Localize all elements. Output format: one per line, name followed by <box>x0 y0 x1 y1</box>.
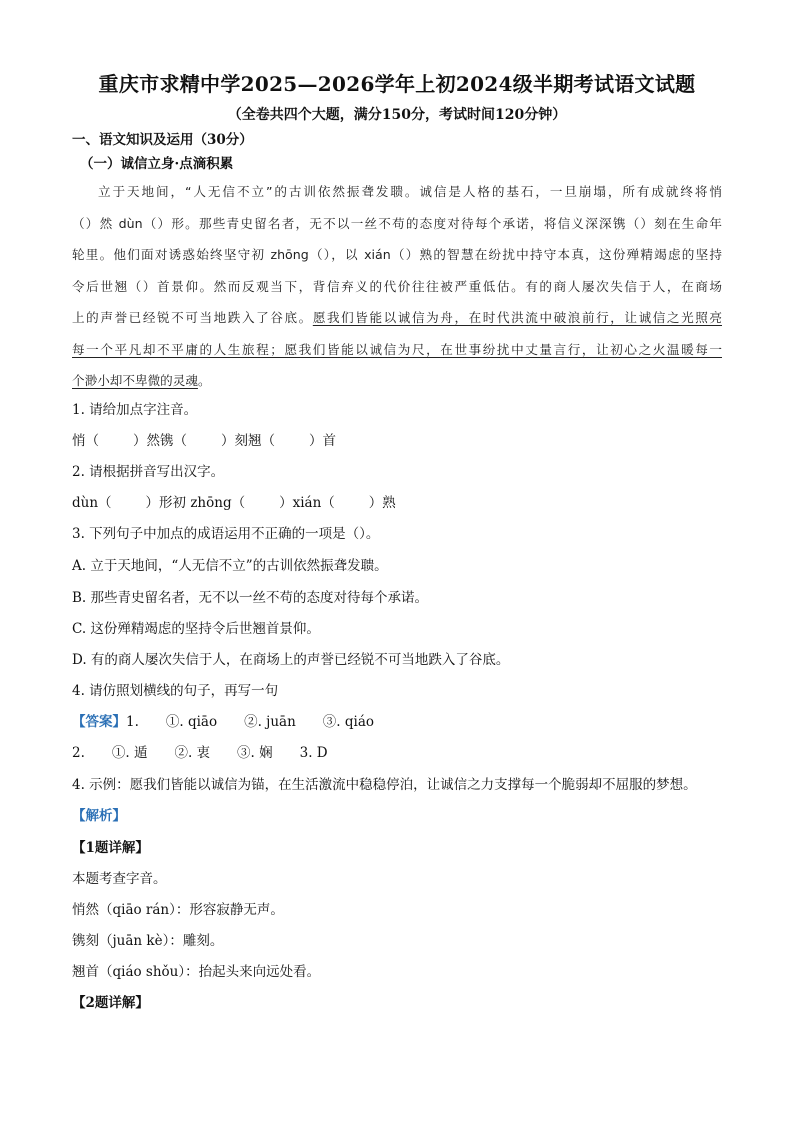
option-d: D. 有的商人屡次失信于人，在商场上的声誉已经锐不可当地跌入了谷底。 <box>72 652 510 668</box>
passage-line: 个渺小却不卑微的灵魂。 <box>72 373 211 388</box>
answer-label: 【答案】 <box>72 714 126 730</box>
page-title: 重庆市求精中学2025—2026学年上初2024级半期考试语文试题 <box>98 72 696 96</box>
passage-line: 立于天地间，“人无信不立”的古训依然振聋发聩。诚信是人格的基石，一旦崩塌，所有成就终将悄 <box>98 184 722 199</box>
question-4: 4. 请仿照划横线的句子，再写一句 <box>72 683 279 699</box>
analysis-label: 【解析】 <box>72 808 126 824</box>
question-1-blanks: 悄（ ）然镌（ ）刻翘（ ）首 <box>72 433 336 449</box>
analysis-text: 悄然（qiāo rán）：形容寂静无声。 <box>72 902 284 918</box>
option-c: C. 这份殚精竭虑的坚持令后世翘首景仰。 <box>72 621 320 637</box>
passage-line: （）然 dùn（）形。那些青史留名者，无不以一丝不苟的态度对待每个承诺，将信义深深镌（）刻在生命年 <box>72 215 722 231</box>
question-1: 1. 请给加点字注音。 <box>72 402 198 418</box>
passage-line: 令后世翘（）首景仰。然而反观当下，背信弃义的代价往往被严重低估。有的商人屡次失信于人，在商场 <box>72 278 722 294</box>
option-a: A. 立于天地间，“人无信不立”的古训依然振聋发聩。 <box>72 558 388 574</box>
analysis-text: 翘首（qiáo shǒu）：抬起头来向远处看。 <box>72 964 321 980</box>
question-2-blanks: dùn（ ）形初 zhōng（ ）xián（ ）熟 <box>72 495 396 511</box>
underlined-sentence: 个渺小却不卑微的灵魂 <box>72 373 198 388</box>
underlined-sentence: 愿我们皆能以诚信为舟，在时代洪流中破浪前行，让诚信之光照亮 <box>312 310 722 325</box>
reading-passage <box>72 182 722 403</box>
question-3: 3. 下列句子中加点的成语运用不正确的一项是（）。 <box>72 526 380 542</box>
question-2: 2. 请根据拼音写出汉字。 <box>72 464 225 480</box>
answer-row-2: 2. ①. 遁 ②. 衷 ③. 娴 3. D <box>72 745 328 761</box>
passage-text: 上的声誉已经锐不可当地跌入了谷底。 <box>72 310 313 325</box>
detail-heading-2: 【2题详解】 <box>72 995 149 1011</box>
answer-row-3: 4. 示例：愿我们皆能以诚信为锚，在生活激流中稳稳停泊，让诚信之力支撑每一个脆弱却不屈服的梦想。 <box>72 777 697 793</box>
underlined-sentence: 每一个平凡却不平庸的人生旅程；愿我们皆能以诚信为尺，在世事纷扰中丈量言行，让初心之火温暖每一 <box>72 341 722 357</box>
option-b: B. 那些青史留名者，无不以一丝不苟的态度对待每个承诺。 <box>72 590 429 606</box>
answer-row-1: 【答案】1. ①. qiāo ②. juān ③. qiáo <box>72 714 375 730</box>
subsection-heading: （一）诚信立身·点滴积累 <box>80 156 234 172</box>
analysis-text: 本题考查字音。 <box>72 871 167 887</box>
passage-line <box>72 308 722 340</box>
page-subtitle: （全卷共四个大题，满分150分，考试时间120分钟） <box>227 107 567 123</box>
passage-line: 轮里。他们面对诱惑始终坚守初 zhōng（），以 xián（）熟的智慧在纷扰中持守本真，这份殚精竭虑的坚持 <box>72 247 722 262</box>
analysis-text: 镌刻（juān kè）：雕刻。 <box>72 933 224 949</box>
section-heading: 一、语文知识及运用（30分） <box>72 132 253 148</box>
detail-heading-1: 【1题详解】 <box>72 840 149 856</box>
